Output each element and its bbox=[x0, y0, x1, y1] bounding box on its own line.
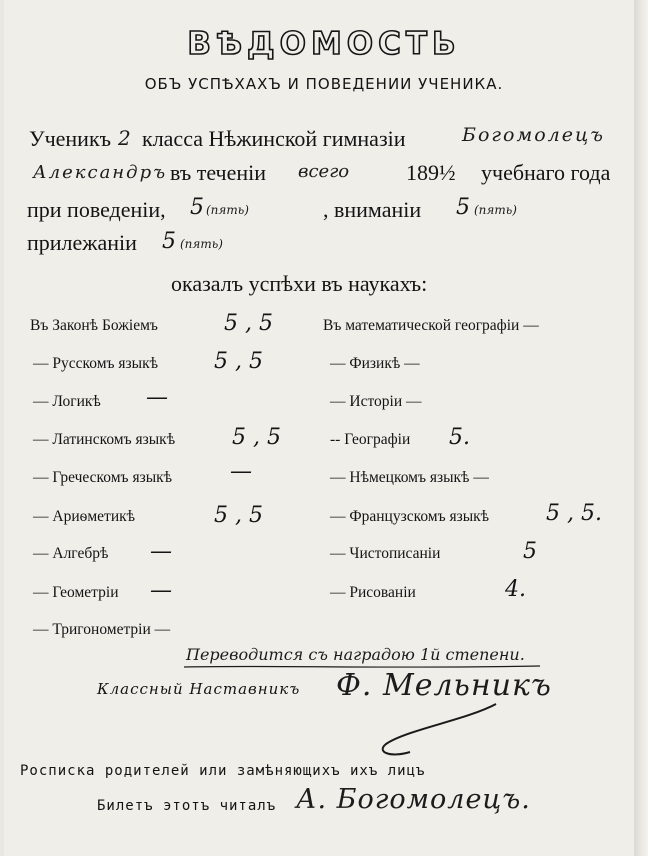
subject-label: Въ Законѣ Божіемъ bbox=[30, 317, 158, 334]
subject-grade: 4. bbox=[505, 577, 526, 602]
subject-label: — Исторіи — bbox=[330, 393, 422, 410]
behavior-label: при поведеніи, bbox=[27, 197, 166, 222]
subject-label: — Геометріи bbox=[33, 584, 119, 601]
class-mentor-label: Классный Наставникъ bbox=[97, 680, 301, 698]
subject-grade: 5 bbox=[523, 539, 537, 564]
ticket-read-label: Билетъ этотъ читалъ bbox=[97, 798, 277, 814]
signature-flourish bbox=[366, 700, 516, 760]
subject-label: — Ариѳметикѣ bbox=[33, 508, 136, 525]
subject-label: — Рисованіи bbox=[330, 584, 416, 601]
sciences-heading: оказалъ успѣхи въ наукахъ: bbox=[171, 271, 428, 296]
subject-label: — Греческомъ языкѣ bbox=[33, 469, 173, 486]
period-value: всего bbox=[298, 161, 350, 182]
document-title: ВѢДОМОСТЬ bbox=[187, 26, 461, 62]
subject-label: — Тригонометріи — bbox=[33, 621, 171, 638]
subject-grade: — bbox=[146, 385, 168, 410]
student-line-label: Ученикъ bbox=[29, 126, 112, 151]
paper-edge bbox=[634, 0, 648, 856]
subject-label: — Алгебрѣ bbox=[33, 545, 109, 562]
subject-label: Въ математической географіи — bbox=[323, 317, 539, 334]
subject-label: — Физикѣ — bbox=[330, 355, 420, 372]
reader-signature: А. Богомолецъ. bbox=[296, 784, 531, 815]
student-surname: Богомолецъ bbox=[462, 124, 605, 146]
behavior-grade: 5 bbox=[190, 195, 204, 220]
period-label: въ теченіи bbox=[170, 160, 267, 185]
attention-grade: 5 bbox=[456, 195, 470, 220]
gymnasium-label: класса Нѣжинской гимназіи bbox=[142, 126, 406, 151]
subject-grade: 5 , 5 bbox=[232, 425, 281, 450]
promotion-note: Переводится съ наградою 1й степени. bbox=[186, 645, 525, 664]
document-subtitle: ОБЪ УСПѢХАХЪ И ПОВЕДЕНИИ УЧЕНИКА. bbox=[144, 75, 504, 93]
diligence-label: прилежаніи bbox=[27, 230, 137, 255]
subject-grade: — bbox=[150, 539, 172, 564]
subject-grade: — bbox=[230, 459, 252, 484]
subject-grade: 5 , 5 bbox=[224, 311, 273, 336]
subject-label: — Логикѣ bbox=[33, 393, 101, 410]
class-number: 2 bbox=[118, 126, 131, 150]
subject-label: — Французскомъ языкѣ bbox=[330, 508, 490, 525]
subject-grade: 5 , 5 bbox=[214, 503, 263, 528]
mentor-signature: Ф. Мельникъ bbox=[336, 668, 552, 703]
subject-label: — Нѣмецкомъ языкѣ — bbox=[330, 469, 489, 486]
subject-grade: 5. bbox=[449, 425, 470, 450]
school-year-label: учебнаго года bbox=[481, 160, 611, 185]
subject-grade: 5 , 5 bbox=[214, 349, 263, 374]
subject-label: — Русскомъ языкѣ bbox=[33, 355, 159, 372]
subject-label: — Латинскомъ языкѣ bbox=[33, 431, 176, 448]
subject-label: — Чистописаніи bbox=[330, 545, 441, 562]
diligence-grade: 5 bbox=[162, 229, 176, 254]
school-year: 189½ bbox=[406, 160, 456, 185]
parents-receipt-label: Росписка родителей или замѣняющихъ ихъ лицъ bbox=[20, 763, 426, 779]
student-first-name: Александръ bbox=[33, 162, 168, 183]
subject-grade: — bbox=[150, 578, 172, 603]
subject-label: -- Географіи bbox=[330, 431, 411, 448]
behavior-grade-words: (пять) bbox=[206, 203, 249, 217]
subject-grade: 5 , 5. bbox=[546, 501, 602, 526]
attention-grade-words: (пять) bbox=[474, 203, 517, 217]
attention-label: , вниманіи bbox=[323, 197, 422, 222]
diligence-grade-words: (пять) bbox=[180, 237, 223, 251]
